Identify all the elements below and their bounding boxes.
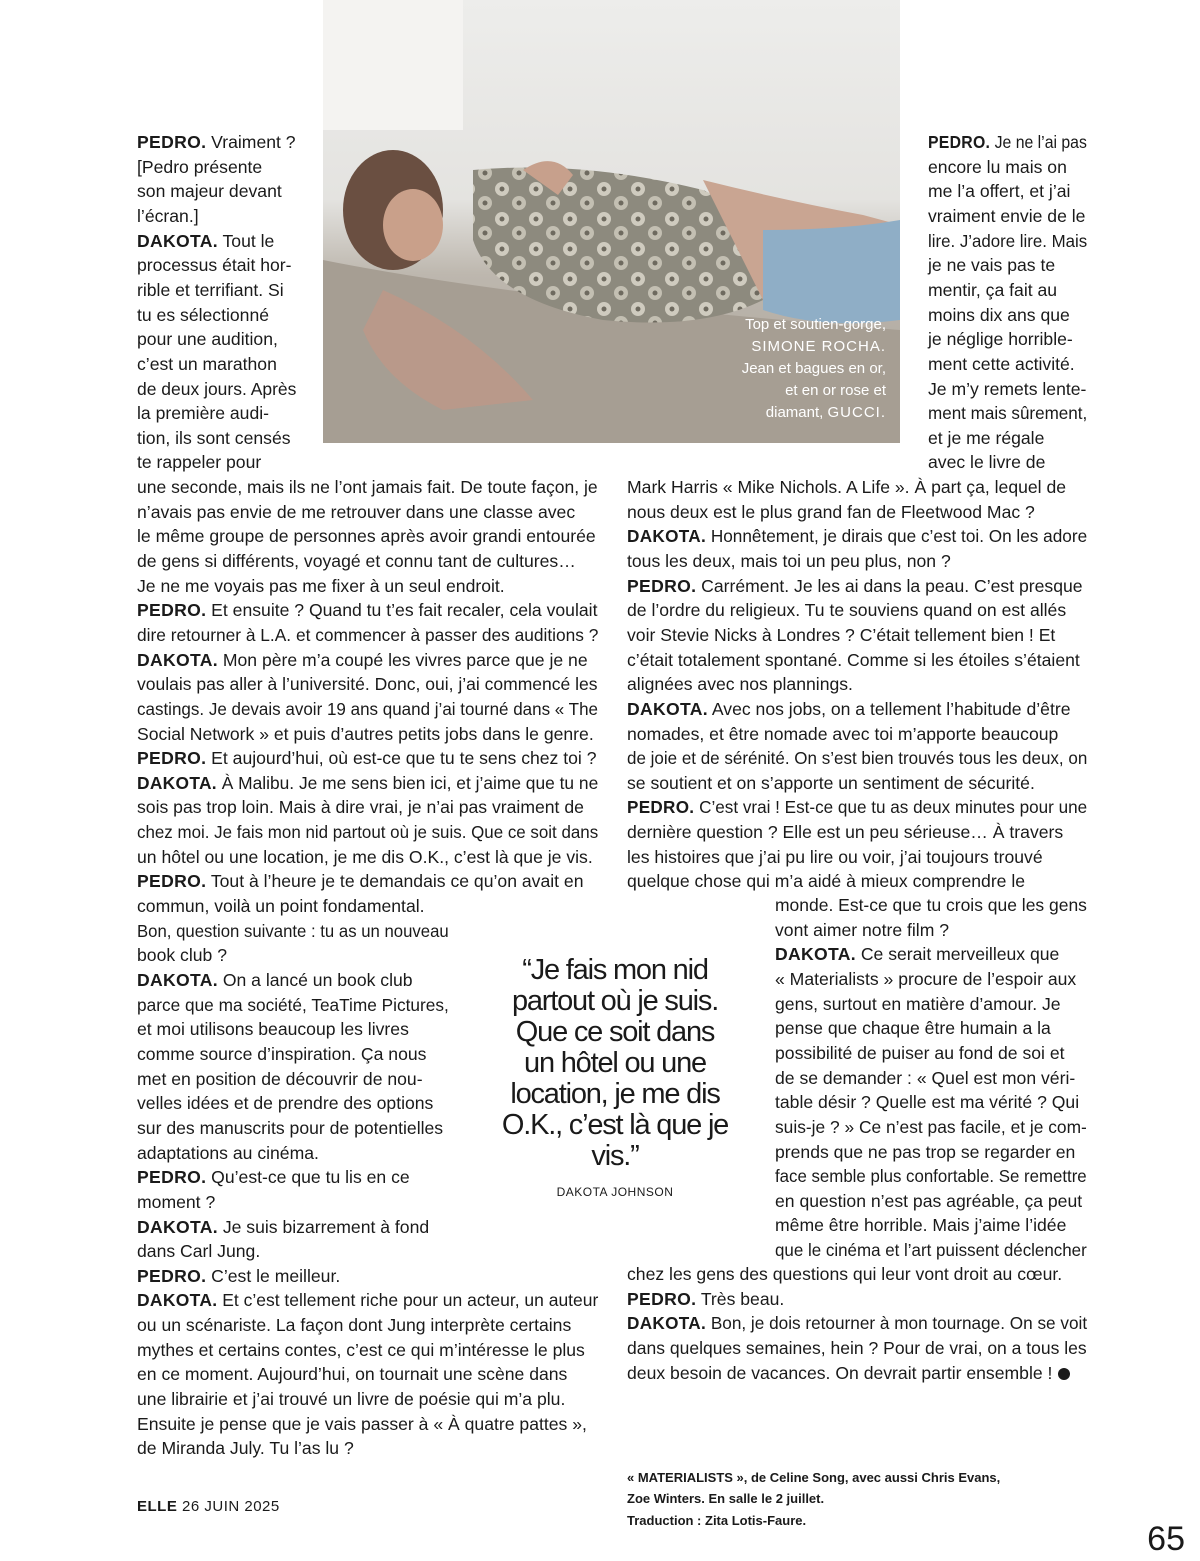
text-line bbox=[627, 549, 951, 574]
speaker-label: PEDRO. bbox=[627, 1288, 697, 1309]
text-run: une librairie et j’ai trouvé un livre de poésie qui m’a plu. bbox=[137, 1389, 566, 1410]
text-line bbox=[137, 1239, 260, 1264]
text-line bbox=[137, 1288, 598, 1313]
text-run: mentir, ça fait au bbox=[928, 279, 1058, 300]
text-line bbox=[928, 130, 1087, 155]
text-run: À Malibu. Je me sens bien ici, et j’aime que tu ne bbox=[216, 772, 599, 793]
text-run: prends que ne pas trop se regarder en bbox=[775, 1141, 1076, 1162]
text-line bbox=[137, 1165, 410, 1190]
article-photo bbox=[323, 0, 900, 443]
text-run: Vraiment ? bbox=[206, 132, 296, 152]
text-line bbox=[137, 327, 278, 352]
text-run: Ensuite je pense que je vais passer à « À quatre pattes », bbox=[137, 1413, 587, 1434]
text-run: et je me régale bbox=[928, 427, 1045, 448]
text-run: c’est un marathon bbox=[137, 353, 277, 374]
text-run: même être horrible. Mais j’aime l’idée bbox=[775, 1215, 1067, 1236]
text-line bbox=[137, 574, 505, 599]
text-run: Tout à l’heure je te demandais ce qu’on avait en bbox=[206, 871, 584, 892]
text-line bbox=[137, 1387, 565, 1412]
text-run: book club ? bbox=[137, 945, 227, 966]
text-run: je néglige horrible- bbox=[928, 329, 1073, 350]
text-run: un hôtel ou une location, je me dis O.K., c’est là que je vis. bbox=[137, 846, 593, 867]
text-run: rible et terrifiant. Si bbox=[137, 279, 284, 300]
text-run: de se demander : « Quel est mon véri- bbox=[775, 1067, 1076, 1088]
text-line bbox=[137, 1091, 433, 1116]
text-run: les histoires que j’ai pu lire ou voir, j’ai toujours trouvé bbox=[627, 846, 1043, 867]
text-line bbox=[627, 722, 1058, 747]
text-run: Carrément. Je les ai dans la peau. C’est presque bbox=[696, 575, 1083, 596]
text-run: te rappeler pour bbox=[137, 452, 262, 473]
text-run: dernière question ? Elle est un peu sérieuse… À travers bbox=[627, 822, 1064, 843]
text-run: Et aujourd’hui, où est-ce que tu te sens chez toi ? bbox=[206, 748, 597, 769]
translation-credit: Traduction : Zita Lotis-Faure. bbox=[627, 1513, 807, 1528]
text-run: gens, surtout en matière d’amour. Je bbox=[775, 993, 1061, 1014]
text-run: alignées avec nos plannings. bbox=[627, 674, 853, 695]
speaker-label: PEDRO. bbox=[627, 575, 697, 596]
text-line bbox=[775, 1016, 1051, 1041]
text-line bbox=[775, 1189, 1082, 1214]
text-line bbox=[928, 303, 1070, 328]
text-run: pour une audition, bbox=[137, 329, 278, 350]
text-run: pense que chaque être humain a la bbox=[775, 1018, 1051, 1039]
text-run: le même groupe de personnes après avoir grandi entourée bbox=[137, 526, 596, 547]
text-line bbox=[137, 450, 261, 475]
speaker-label: DAKOTA. bbox=[137, 1290, 218, 1311]
text-run: nomades, et être nomade avec toi m’apporte beaucoup bbox=[627, 723, 1059, 744]
text-line bbox=[627, 697, 1070, 722]
text-run: son majeur devant bbox=[137, 181, 282, 202]
caption-line: Jean et bagues en or, bbox=[741, 360, 886, 377]
text-line bbox=[137, 549, 576, 574]
text-line bbox=[928, 204, 1085, 229]
speaker-label: DAKOTA. bbox=[137, 649, 218, 670]
text-run: ment cette activité. bbox=[928, 353, 1075, 374]
text-run: velles idées et de prendre des options bbox=[137, 1093, 434, 1114]
text-line bbox=[137, 845, 593, 870]
text-run: sois pas trop loin. Mais à dire vrai, je n’ai pas vraiment de bbox=[137, 797, 584, 818]
caption-brand: SIMONE ROCHA. bbox=[751, 338, 886, 355]
text-line bbox=[627, 845, 1043, 870]
text-run: Très beau. bbox=[696, 1288, 785, 1309]
text-run: adaptations au cinéma. bbox=[137, 1142, 319, 1163]
text-line bbox=[137, 130, 296, 155]
text-line bbox=[137, 894, 425, 919]
text-line bbox=[775, 918, 949, 943]
text-run: Bon, question suivante : tu as un nouveau bbox=[137, 920, 449, 941]
speaker-label: DAKOTA. bbox=[137, 230, 218, 251]
text-run: parce que ma société, TeaTime Pictures, bbox=[137, 994, 449, 1015]
text-line bbox=[137, 1141, 319, 1166]
text-line bbox=[928, 253, 1055, 278]
text-line bbox=[627, 820, 1063, 845]
text-run: vont aimer notre film ? bbox=[775, 919, 950, 940]
text-line bbox=[137, 1313, 571, 1338]
text-line bbox=[137, 1436, 354, 1461]
text-line bbox=[627, 1287, 784, 1312]
text-run: et moi utilisons beaucoup les livres bbox=[137, 1019, 409, 1040]
text-line bbox=[137, 623, 598, 648]
speaker-label: PEDRO. bbox=[137, 600, 207, 621]
text-line bbox=[137, 746, 597, 771]
text-run: tu es sélectionné bbox=[137, 304, 270, 325]
text-run: C’est vrai ! Est-ce que tu as deux minutes pour une bbox=[694, 797, 1088, 818]
text-run: table désir ? Quelle est ma vérité ? Qui bbox=[775, 1092, 1080, 1113]
text-line bbox=[627, 1262, 1062, 1287]
text-run: ou un scénariste. La façon dont Jung interprète certains bbox=[137, 1315, 572, 1336]
text-line bbox=[627, 672, 853, 697]
text-run: [Pedro présente bbox=[137, 156, 263, 177]
text-line bbox=[928, 327, 1073, 352]
text-run: Je ne me voyais pas me fixer à un seul endroit. bbox=[137, 575, 505, 596]
text-line bbox=[137, 1190, 215, 1215]
text-run: Et ensuite ? Quand tu t’es fait recaler, cela voulait bbox=[206, 600, 598, 621]
text-run: me l’a offert, et j’ai bbox=[928, 181, 1071, 202]
pull-quote: “Je fais mon nid partout où je suis. Que ce soit dans un hôtel ou une location, je me dis O.K., c’est là que je vis.” bbox=[501, 954, 729, 1172]
text-line bbox=[627, 598, 1066, 623]
photo-caption bbox=[686, 314, 886, 424]
speaker-label: PEDRO. bbox=[137, 871, 207, 892]
text-line bbox=[627, 795, 1087, 820]
text-line bbox=[775, 1140, 1075, 1165]
text-run: face semble plus confortable. Se remettre bbox=[775, 1166, 1087, 1187]
text-run: Bon, je dois retourner à mon tournage. On se voit bbox=[706, 1313, 1088, 1334]
speaker-label: DAKOTA. bbox=[627, 698, 708, 719]
text-line bbox=[137, 1338, 585, 1363]
text-run: commun, voilà un point fondamental. bbox=[137, 896, 425, 917]
speaker-label: PEDRO. bbox=[627, 797, 695, 818]
text-run: Mark Harris « Mike Nichols. A Life ». À part ça, lequel de bbox=[627, 477, 1067, 497]
text-line bbox=[928, 450, 1045, 475]
speaker-label: DAKOTA. bbox=[137, 970, 218, 990]
text-run: Ce serait merveilleux que bbox=[855, 944, 1060, 965]
text-line bbox=[928, 377, 1086, 402]
text-line bbox=[137, 648, 588, 673]
text-line bbox=[627, 1336, 1087, 1361]
text-line bbox=[928, 155, 1067, 180]
text-run: Qu’est-ce que tu lis en ce bbox=[206, 1167, 410, 1188]
text-line bbox=[137, 524, 596, 549]
text-line bbox=[137, 278, 284, 303]
text-line bbox=[775, 992, 1061, 1017]
text-run: On a lancé un book club bbox=[217, 970, 413, 990]
text-line bbox=[137, 229, 274, 254]
text-line bbox=[775, 1066, 1075, 1091]
text-run: l’écran.] bbox=[137, 205, 199, 226]
text-line bbox=[775, 893, 1087, 918]
text-line bbox=[627, 1311, 1087, 1336]
caption-line: diamant, bbox=[765, 404, 824, 421]
text-run: moment ? bbox=[137, 1191, 216, 1212]
text-run: dans quelques semaines, hein ? Pour de vrai, on a tous les bbox=[627, 1337, 1087, 1358]
text-line bbox=[627, 574, 1083, 599]
text-run: nous deux est le plus grand fan de Fleetwood Mac ? bbox=[627, 501, 1035, 522]
caption-line: et en or rose et bbox=[785, 382, 886, 399]
text-line bbox=[627, 475, 1066, 500]
speaker-label: DAKOTA. bbox=[137, 772, 217, 793]
text-line bbox=[137, 1362, 567, 1387]
text-line bbox=[928, 352, 1075, 377]
text-run: deux besoin de vacances. On devrait partir ensemble ! bbox=[627, 1362, 1053, 1383]
text-run: Je ne l’ai pas bbox=[990, 132, 1087, 152]
issue-date: 26 JUIN 2025 bbox=[182, 1498, 280, 1515]
text-run: Avec nos jobs, on a tellement l’habitude d’être bbox=[707, 698, 1071, 719]
speaker-label: DAKOTA. bbox=[775, 944, 856, 965]
text-run: de deux jours. Après bbox=[137, 378, 297, 399]
text-line bbox=[137, 722, 594, 747]
text-line bbox=[775, 1238, 1087, 1263]
text-run: mythes et certains contes, c’est ce qui m’intéresse le plus bbox=[137, 1339, 585, 1360]
text-run: ment mais sûrement, bbox=[928, 403, 1088, 424]
text-run: une seconde, mais ils ne l’ont jamais fait. De toute façon, je bbox=[137, 477, 598, 497]
text-line bbox=[137, 820, 598, 845]
text-line bbox=[928, 426, 1044, 451]
text-line bbox=[137, 500, 575, 525]
text-line bbox=[137, 401, 269, 426]
text-run: vraiment envie de le bbox=[928, 205, 1086, 226]
text-run: chez moi. Je fais mon nid partout où je suis. Que ce soit dans bbox=[137, 822, 599, 843]
text-run: suis-je ? » Ce n’est pas facile, et je com- bbox=[775, 1116, 1087, 1137]
text-run: de Miranda July. Tu l’as lu ? bbox=[137, 1438, 354, 1459]
text-run: quelque chose qui m’a aidé à mieux comprendre le bbox=[627, 871, 1026, 892]
text-run: Tout le bbox=[217, 230, 275, 251]
text-line bbox=[627, 648, 1080, 673]
text-line bbox=[137, 1264, 340, 1289]
text-run: c’était totalement spontané. Comme si les étoiles s’étaient bbox=[627, 649, 1080, 670]
text-line bbox=[775, 1115, 1087, 1140]
speaker-label: PEDRO. bbox=[137, 748, 207, 769]
text-run: se soutient et on s’apporte un sentiment de sécurité. bbox=[627, 772, 1035, 793]
text-line bbox=[137, 155, 262, 180]
text-run: en question n’est pas agréable, ça peut bbox=[775, 1190, 1083, 1211]
speaker-label: PEDRO. bbox=[137, 1167, 207, 1188]
text-line bbox=[137, 1116, 443, 1141]
text-line bbox=[775, 967, 1076, 992]
film-credit: Zoe Winters. En salle le 2 juillet. bbox=[627, 1491, 825, 1506]
text-run: en ce moment. Aujourd’hui, on tournait une scène dans bbox=[137, 1364, 568, 1385]
text-run: avec le livre de bbox=[928, 452, 1046, 473]
text-run: que le cinéma et l’art puissent déclencher bbox=[775, 1240, 1087, 1261]
text-line bbox=[137, 204, 199, 229]
text-line bbox=[137, 869, 583, 894]
text-run: tion, ils sont censés bbox=[137, 427, 291, 448]
caption-line: Top et soutien-gorge, bbox=[745, 316, 886, 333]
text-run: dans Carl Jung. bbox=[137, 1241, 261, 1262]
text-run: Mon père m’a coupé les vivres parce que je ne bbox=[217, 649, 588, 670]
folio bbox=[137, 1498, 280, 1515]
text-line bbox=[137, 352, 277, 377]
end-mark-icon bbox=[1058, 1368, 1070, 1380]
text-run: Social Network » et puis d’autres petits jobs dans le genre. bbox=[137, 723, 594, 744]
text-run: castings. Je devais avoir 19 ans quand j’ai tourné dans « The bbox=[137, 698, 598, 719]
text-line bbox=[775, 1090, 1079, 1115]
magazine-name: ELLE bbox=[137, 1498, 178, 1515]
text-run: de joie et de sérénité. On s’est bien trouvés tous les deux, on bbox=[627, 748, 1088, 769]
text-line bbox=[775, 1041, 1065, 1066]
text-line bbox=[137, 426, 291, 451]
text-run: chez les gens des questions qui leur vont droit au cœur. bbox=[627, 1264, 1063, 1284]
text-line bbox=[137, 377, 296, 402]
text-run: monde. Est-ce que tu crois que les gens bbox=[775, 895, 1087, 915]
speaker-label: PEDRO. bbox=[137, 1265, 207, 1286]
text-run: met en position de découvrir de nou- bbox=[137, 1068, 423, 1089]
text-run: je ne vais pas te bbox=[928, 255, 1056, 276]
text-run: dire retourner à L.A. et commencer à passer des auditions ? bbox=[137, 624, 599, 645]
text-line bbox=[627, 771, 1035, 796]
text-line bbox=[775, 1213, 1066, 1238]
speaker-label: DAKOTA. bbox=[627, 1313, 707, 1334]
text-line bbox=[928, 278, 1057, 303]
text-line bbox=[137, 968, 413, 993]
text-line bbox=[137, 943, 227, 968]
text-line bbox=[928, 179, 1070, 204]
text-line bbox=[137, 303, 269, 328]
text-line bbox=[775, 1164, 1087, 1189]
text-run: comme source d’inspiration. Ça nous bbox=[137, 1043, 427, 1064]
speaker-label: PEDRO. bbox=[137, 132, 207, 152]
text-run: sur des manuscrits pour de potentielles bbox=[137, 1117, 444, 1138]
text-line bbox=[137, 1042, 426, 1067]
speaker-label: DAKOTA. bbox=[627, 526, 707, 547]
text-run: Et c’est tellement riche pour un acteur, un auteur bbox=[217, 1290, 599, 1311]
text-run: tous les deux, mais toi un peu plus, non ? bbox=[627, 550, 951, 571]
text-run: Honnêtement, je dirais que c’est toi. On les adore bbox=[706, 526, 1088, 547]
text-line bbox=[137, 1215, 429, 1240]
text-run: voulais pas aller à l’université. Donc, oui, j’ai commencé les bbox=[137, 674, 598, 695]
speaker-label: DAKOTA. bbox=[137, 1216, 218, 1237]
text-run: de gens si différents, voyagé et connu tant de cultures… bbox=[137, 550, 576, 571]
text-line bbox=[627, 524, 1087, 549]
text-line bbox=[137, 771, 598, 796]
text-run: Je m’y remets lente- bbox=[928, 378, 1087, 399]
caption-brand: GUCCI. bbox=[827, 404, 886, 421]
text-line bbox=[137, 993, 449, 1018]
text-run: n’avais pas envie de me retrouver dans une classe avec bbox=[137, 501, 576, 522]
text-line bbox=[627, 623, 1055, 648]
text-run: lire. J’adore lire. Mais bbox=[928, 230, 1088, 251]
speaker-label: PEDRO. bbox=[928, 132, 991, 152]
text-line bbox=[137, 1412, 587, 1437]
text-run: moins dix ans que bbox=[928, 304, 1070, 325]
text-line bbox=[627, 869, 1025, 894]
text-run: encore lu mais on bbox=[928, 156, 1067, 177]
text-line bbox=[137, 1067, 423, 1092]
text-line bbox=[137, 795, 584, 820]
text-run: de l’ordre du religieux. Tu te souviens quand on est allés bbox=[627, 600, 1067, 621]
text-run: « Materialists » procure de l’espoir aux bbox=[775, 968, 1077, 989]
text-line bbox=[137, 672, 598, 697]
text-line bbox=[928, 401, 1087, 426]
text-line bbox=[137, 598, 597, 623]
text-line bbox=[627, 500, 1035, 525]
text-run: processus était hor- bbox=[137, 255, 292, 276]
text-line bbox=[137, 1017, 409, 1042]
text-run: voir Stevie Nicks à Londres ? C’était tellement bien ! Et bbox=[627, 624, 1056, 645]
text-run: Je suis bizarrement à fond bbox=[217, 1216, 430, 1237]
text-run: C’est le meilleur. bbox=[206, 1265, 341, 1286]
text-line bbox=[137, 475, 598, 500]
text-run: possibilité de puiser au fond de soi et bbox=[775, 1042, 1065, 1063]
text-line bbox=[627, 746, 1087, 771]
text-line bbox=[137, 179, 282, 204]
text-line bbox=[137, 919, 449, 944]
text-line bbox=[137, 697, 598, 722]
text-line bbox=[928, 229, 1087, 254]
film-credit: « MATERIALISTS », de Celine Song, avec aussi Chris Evans, bbox=[627, 1470, 1001, 1485]
text-line bbox=[627, 1361, 1070, 1386]
text-line bbox=[775, 942, 1059, 967]
page-number: 65 bbox=[1147, 1520, 1185, 1558]
text-line bbox=[137, 253, 292, 278]
text-run: la première audi- bbox=[137, 403, 270, 424]
pull-quote-author: DAKOTA JOHNSON bbox=[556, 1185, 674, 1199]
